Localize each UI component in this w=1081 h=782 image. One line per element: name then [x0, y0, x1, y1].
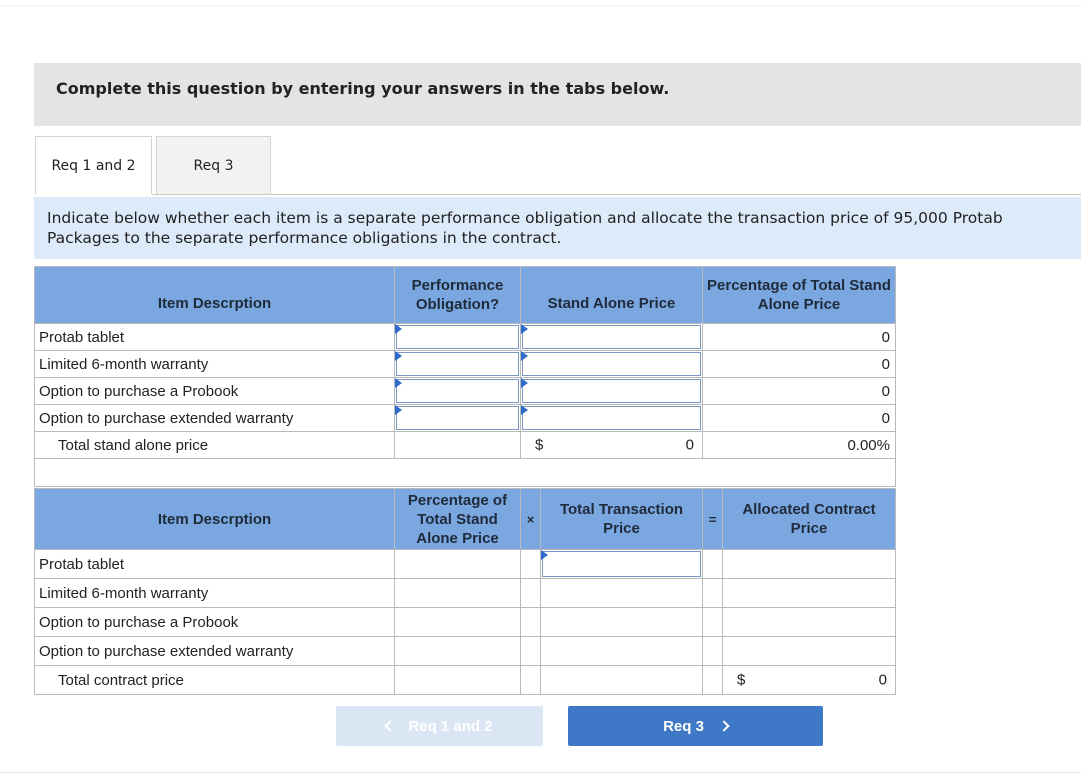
item-description: Option to purchase a Probook	[35, 378, 395, 405]
table-row	[35, 378, 896, 405]
total-percentage: 0.00%	[703, 432, 896, 459]
obligation-dropdown[interactable]	[395, 351, 521, 378]
total-row	[35, 432, 896, 459]
tab-req-3[interactable]: Req 3	[156, 136, 271, 195]
percentage-value: 0	[703, 378, 896, 405]
header-allocated-contract-price: Allocated Contract Price	[723, 489, 896, 550]
total-row	[35, 666, 896, 695]
item-description: Limited 6-month warranty	[35, 579, 395, 608]
chevron-right-icon	[718, 720, 729, 731]
next-tab-label: Req 3	[663, 717, 704, 735]
header-item-description: Item Descrption	[35, 489, 395, 550]
input-flag-icon	[541, 550, 548, 560]
spacer-row	[35, 459, 896, 487]
stand-alone-price-input[interactable]	[521, 378, 703, 405]
table-header-row	[35, 267, 896, 324]
tab-divider	[152, 194, 1081, 195]
table-row	[35, 324, 896, 351]
total-label: Total contract price	[35, 666, 395, 695]
dropdown-flag-icon	[395, 378, 402, 388]
input-flag-icon	[521, 405, 528, 415]
table-row	[35, 550, 896, 579]
header-item-description: Item Descrption	[35, 267, 395, 324]
item-description: Option to purchase extended warranty	[35, 405, 395, 432]
top-divider	[0, 5, 1081, 6]
header-total-transaction-price: Total Transaction Price	[541, 489, 703, 550]
item-description: Option to purchase extended warranty	[35, 637, 395, 666]
instruction-text: Indicate below whether each item is a separate performance obligation and allocate the transaction price of 95,000 Protab Packages to the separate performance obligations in the contract.	[47, 209, 1003, 247]
performance-obligation-table	[34, 266, 896, 487]
header-performance-obligation: Performance Obligation?	[395, 267, 521, 324]
equals-operator: =	[703, 489, 723, 550]
instruction-panel	[34, 197, 1081, 259]
table-row	[35, 637, 896, 666]
header-stand-alone-price: Stand Alone Price	[521, 267, 703, 324]
percentage-value: 0	[703, 324, 896, 351]
dropdown-flag-icon	[395, 351, 402, 361]
table-header-row	[35, 489, 896, 550]
header-percentage-total: Percentage of Total Stand Alone Price	[395, 489, 521, 550]
banner-text: Complete this question by entering your answers in the tabs below.	[56, 79, 670, 98]
item-description: Protab tablet	[35, 550, 395, 579]
chevron-left-icon	[385, 720, 396, 731]
item-description: Limited 6-month warranty	[35, 351, 395, 378]
question-banner	[34, 63, 1081, 126]
obligation-dropdown[interactable]	[395, 405, 521, 432]
multiply-operator: ×	[521, 489, 541, 550]
header-percentage-total: Percentage of Total Stand Alone Price	[703, 267, 896, 324]
input-flag-icon	[521, 324, 528, 334]
obligation-dropdown[interactable]	[395, 324, 521, 351]
obligation-dropdown[interactable]	[395, 378, 521, 405]
item-description: Protab tablet	[35, 324, 395, 351]
prev-tab-label: Req 1 and 2	[408, 717, 493, 735]
tab-req-1-and-2[interactable]: Req 1 and 2	[35, 136, 152, 195]
table-row	[35, 608, 896, 637]
percentage-value: 0	[703, 405, 896, 432]
bottom-divider	[0, 772, 1081, 773]
table-row	[35, 405, 896, 432]
percentage-value: 0	[703, 351, 896, 378]
total-contract-price: $ 0	[723, 666, 896, 695]
table-row	[35, 351, 896, 378]
empty-cell	[395, 432, 521, 459]
next-tab-button[interactable]	[568, 706, 823, 746]
dropdown-flag-icon	[395, 324, 402, 334]
input-flag-icon	[521, 351, 528, 361]
dropdown-flag-icon	[395, 405, 402, 415]
table-row	[35, 579, 896, 608]
allocation-table	[34, 488, 896, 695]
prev-tab-button[interactable]	[336, 706, 543, 746]
stand-alone-price-input[interactable]	[521, 324, 703, 351]
total-stand-alone-price: $ 0	[521, 432, 703, 459]
total-label: Total stand alone price	[35, 432, 395, 459]
input-flag-icon	[521, 378, 528, 388]
item-description: Option to purchase a Probook	[35, 608, 395, 637]
stand-alone-price-input[interactable]	[521, 351, 703, 378]
stand-alone-price-input[interactable]	[521, 405, 703, 432]
transaction-price-input[interactable]	[541, 550, 703, 579]
